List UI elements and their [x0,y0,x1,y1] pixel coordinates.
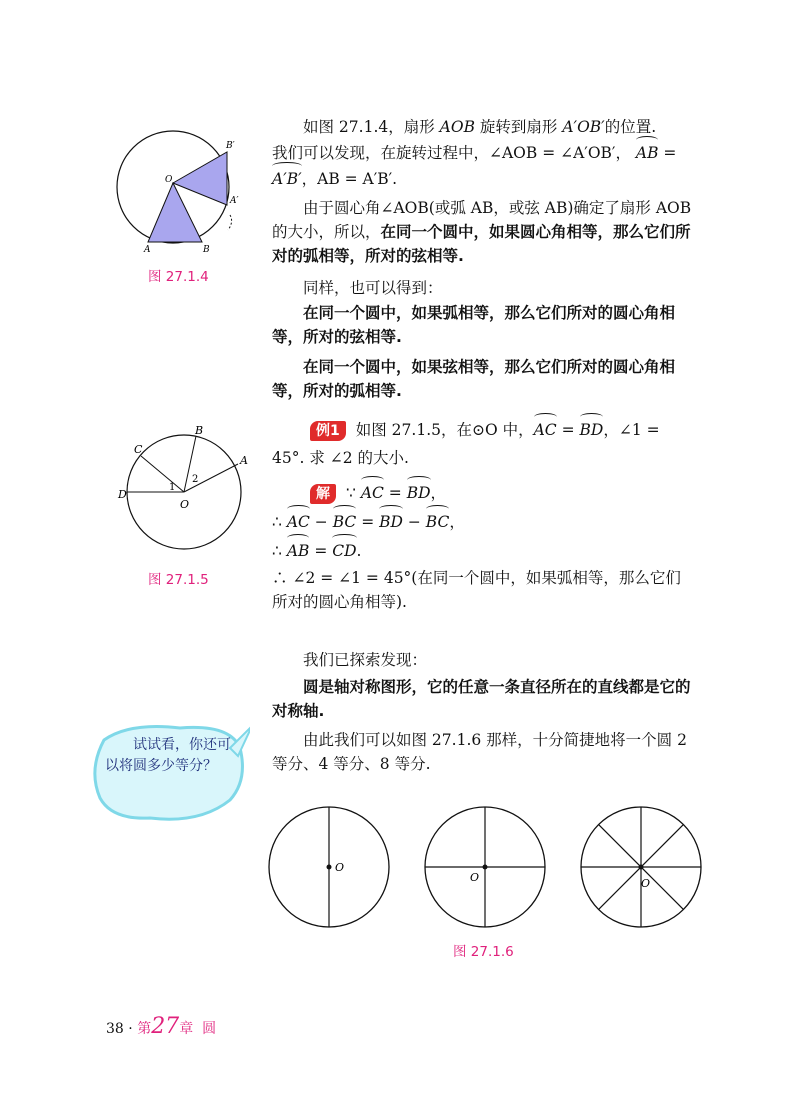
paragraph-rotation: 如图 27.1.4，扇形 AOB 旋转到扇形 A′OB′的位置. [303,118,657,136]
circle-4-division [425,807,545,927]
label-o: O [180,498,190,511]
label-b: B [195,424,204,437]
theorem-chords-equal: 在同一个圆中，如果弦相等，那么它们所对的圆心角相等，所对的弧相等. [272,358,676,400]
label-c: C [134,443,143,456]
hint-bubble-text: 试试看，你还可以将圆多少等分？ [105,737,231,774]
paragraph-explored: 我们已探索发现： [303,651,428,669]
paragraph-division: 由此我们可以如图 27.1.6 那样，十分简捷地将一个圆 2 等分、4 等分、8 等分. [272,731,687,773]
label-b-prime: B′ [226,141,235,151]
label-o-3: O [641,877,651,890]
page-footer: 38 · 第27章 圆 [106,1014,217,1039]
label-d: D [118,488,127,501]
solution-line3: ∴ AB = CD. [272,539,696,563]
theorem-axis-symmetry: 圆是轴对称图形，它的任意一条直径所在的直线都是它的对称轴. [272,678,691,720]
paragraph-similarly: 同样，也可以得到： [303,279,443,297]
chapter-number: 27 [151,1014,180,1039]
page-number: 38 [106,1021,124,1037]
solution-badge: 解 [310,484,336,504]
figure-27-1-5 [110,420,260,560]
label-o-2: O [470,871,480,884]
theorem-arcs-equal: 在同一个圆中，如果弧相等，那么它们所对的圆心角相等，所对的弦相等. [272,304,676,346]
label-a: A [240,454,248,467]
label-a: A [144,245,151,255]
caption-fig-27-1-6: 图 27.1.6 [453,944,514,960]
chapter-title: 圆 [202,1021,217,1037]
circle-2-division [269,807,389,927]
paragraph-central-angle: 由于圆心角∠AOB(或弧 AB，或弦 AB)确定了扇形 AOB 的大小，所以，在同一个圆中，如果圆心角相等，那么它们所对的弧相等，所对的弦相等. [272,199,692,265]
figure-27-1-4 [110,130,260,260]
caption-fig-27-1-5: 图 27.1.5 [148,572,209,588]
figure-27-1-6 [265,805,705,935]
circle-8-division [581,807,701,927]
label-o: O [165,175,173,185]
label-a-prime: A′ [230,196,239,206]
solution-line4: ∴ ∠2 = ∠1 = 45°(在同一个圆中，如果弧相等，那么它们所对的圆心角相等). [272,569,681,611]
label-o-1: O [335,861,345,874]
solution-line2: ∴ AC − BC = BD − BC， [272,510,696,534]
label-b: B [203,245,210,255]
solution-line1: 解 ∵ AC = BD， [272,481,696,505]
label-angle-2: 2 [192,474,199,485]
caption-fig-27-1-4: 图 27.1.4 [148,269,209,285]
label-angle-1: 1 [169,482,176,493]
example-1-line2: 45°. 求 ∠2 的大小. [272,449,409,467]
example-badge: 例1 [310,421,346,441]
paragraph-rotation-2: 我们可以发现，在旋转过程中，∠AOB = ∠A′OB′， AB = [272,141,696,165]
example-1: 例1 如图 27.1.5，在⊙O 中，AC = BD，∠1 = [272,418,696,442]
paragraph-rotation-3: A′B′，AB = A′B′. [272,167,696,191]
sector-aob-rotated [173,152,227,205]
